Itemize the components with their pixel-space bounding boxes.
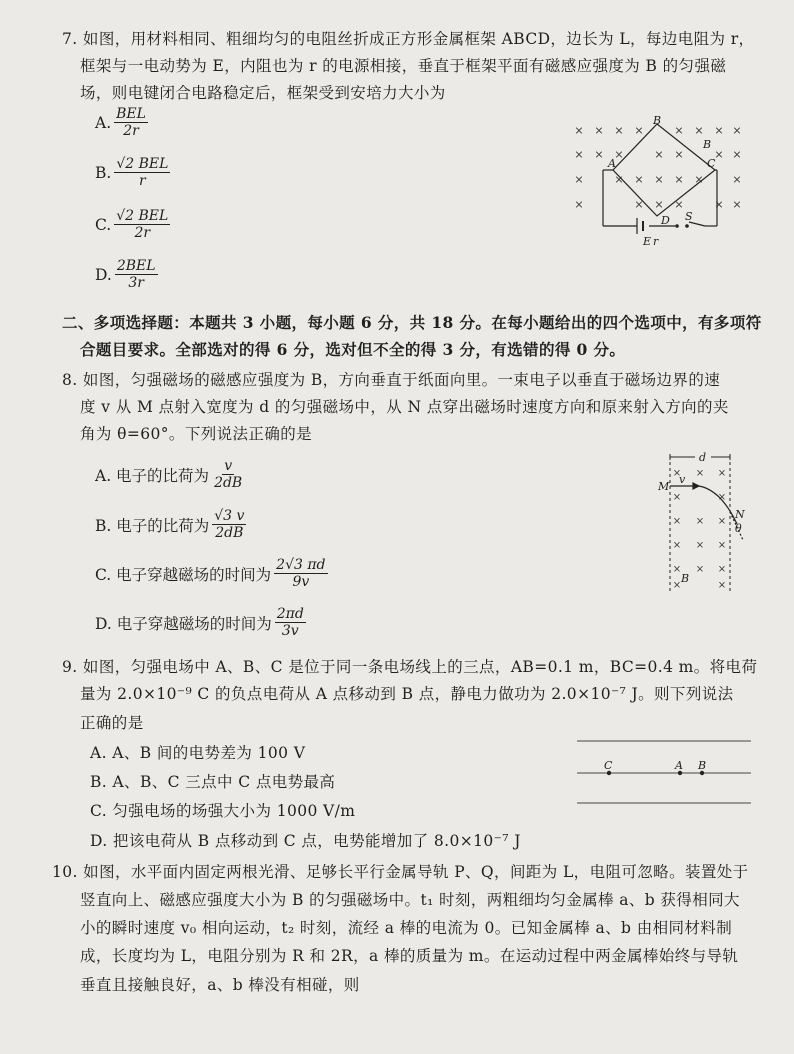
label-d: D [661,214,670,227]
svg-text:×: × [732,124,742,137]
svg-text:×: × [717,540,727,551]
svg-text:×: × [654,173,664,186]
label-b: B [698,759,707,772]
svg-text:×: × [594,148,604,161]
fraction-denominator: r [139,173,146,190]
option-label: A. [95,113,112,132]
svg-text:×: × [634,198,644,211]
option-label: B. [95,163,112,182]
svg-text:×: × [672,516,682,527]
q9-option-c: C. 匀强电场的场强大小为 1000 V/m [90,802,356,820]
fraction [114,156,170,189]
option-label: C. 电子穿越磁场的时间为 [95,565,272,584]
svg-text:×: × [717,492,727,503]
svg-text:×: × [634,124,644,137]
q9-line-3: 正确的是 [80,714,144,732]
fraction-numerator: BEL [116,106,146,122]
q8-option-a [95,458,244,491]
fraction [212,508,246,541]
q10-line-5: 垂直且接触良好，a、b 棒没有相碰，则 [80,976,360,994]
svg-text:×: × [674,173,684,186]
fraction-numerator: v [224,458,233,474]
label-c: C [707,157,716,170]
fraction-numerator: 2BEL [116,258,156,274]
q9-figure [575,735,755,810]
svg-text:×: × [594,124,604,137]
q9-line-2: 量为 2.0×10⁻⁹ C 的负点电荷从 A 点移动到 B 点，静电力做功为 2.0×10⁻⁷ J。则下列说法 [80,685,734,703]
label-field-b: B [703,138,712,151]
svg-text:×: × [695,564,705,575]
label-d: d [699,451,707,464]
q7-line-1: 7. 如图，用材料相同、粗细均匀的电阻丝折成正方形金属框架 ABCD，边长为 L，每边电阻为 r， [62,30,755,48]
svg-text:×: × [695,468,705,479]
switch-contact [685,224,689,228]
q8-option-b [95,508,246,541]
q7-option-b [95,156,170,189]
fraction-denominator: 3v [281,623,299,640]
svg-text:×: × [695,540,705,551]
svg-text:×: × [674,148,684,161]
label-b: B [681,572,690,585]
svg-text:×: × [717,564,727,575]
q8-option-d [95,606,306,639]
label-e: E [643,235,652,248]
section2-line-2: 合题目要求。全部选对的得 6 分，选对但不全的得 3 分，有选错的得 0 分。 [80,340,626,359]
svg-text:×: × [714,148,724,161]
field-lines [577,741,751,803]
fraction-denominator: 9v [292,574,310,591]
q9-option-d: D. 把该电荷从 B 点移动到 C 点，电势能增加了 8.0×10⁻⁷ J [90,832,521,850]
svg-text:×: × [717,468,727,479]
fraction [114,106,148,139]
svg-text:×: × [672,540,682,551]
label-r: r [653,235,659,248]
fraction-numerator: √3 v [214,508,245,524]
q10-line-3: 小的瞬时速度 v₀ 相向运动，t₂ 时刻，流经 a 棒的电流为 0。已知金属棒 a、b 由相同材料制 [80,919,733,937]
q7-option-a [95,106,148,139]
svg-text:×: × [634,173,644,186]
q8-option-c [95,557,328,590]
q10-line-2: 竖直向上、磁感应强度大小为 B 的匀强磁场中。t₁ 时刻，两粗细均匀金属棒 a、b 获得相同大 [80,891,740,909]
label-c: C [604,759,613,772]
fraction-numerator: √2 BEL [116,156,169,172]
fraction-denominator: 2r [134,225,151,242]
svg-text:×: × [654,198,664,211]
fraction-denominator: 2r [123,123,139,140]
q9-option-b: B. A、B、C 三点中 C 点电势最高 [90,773,336,791]
q9-figure-labels [604,759,706,772]
fraction-numerator: 2√3 πd [276,557,326,573]
q7-line-3: 场，则电键闭合电路稳定后，框架受到安培力大小为 [80,84,446,102]
svg-text:×: × [574,148,584,161]
svg-text:×: × [574,173,584,186]
fraction [275,606,306,639]
svg-text:×: × [574,124,584,137]
label-n: N [735,508,745,521]
q8-line-2: 度 v 从 M 点射入宽度为 d 的匀强磁场中，从 N 点穿出磁场时速度方向和原来射入方向的夹 [80,398,729,416]
fraction-denominator: 2dB [214,475,243,492]
section2-line-1: 二、多项选择题：本题共 3 小题，每小题 6 分，共 18 分。在每小题给出的四个选项中，有多项符 [62,313,762,332]
q7-line-2: 框架与一电动势为 E，内阻也为 r 的电源相接，垂直于框架平面有磁感应强度为 B 的匀强磁 [80,57,727,75]
q10-line-4: 成，长度均为 L，电阻分别为 R 和 2R，a 棒的质量为 m。在运动过程中两金属棒始终与导轨 [80,947,739,965]
label-v: v [679,473,686,486]
label-s: S [685,210,693,223]
q8-figure [655,448,755,596]
svg-text:×: × [694,173,704,186]
svg-text:×: × [574,198,584,211]
svg-text:×: × [732,173,742,186]
fraction [114,208,170,241]
q8-line-3: 角为 θ=60°。下列说法正确的是 [80,425,313,443]
q9-line-1: 9. 如图，匀强电场中 A、B、C 是位于同一条电场线上的三点，AB=0.1 m，BC=0.4 m。将电荷 [62,658,758,676]
q10-line-1: 10. 如图，水平面内固定两根光滑、足够长平行金属导轨 P、Q，间距为 L，电阻可忽略。装置处于 [52,863,749,881]
svg-text:×: × [672,564,682,575]
label-theta: θ [735,522,742,535]
svg-text:×: × [695,516,705,527]
svg-text:×: × [674,198,684,211]
svg-text:×: × [717,580,727,591]
fraction [212,458,244,491]
fraction [115,258,158,291]
option-label: B. 电子的比荷为 [95,516,210,535]
option-label: D. 电子穿越磁场的时间为 [95,614,272,633]
svg-text:×: × [672,468,682,479]
svg-text:×: × [674,124,684,137]
fraction-numerator: √2 BEL [116,208,169,224]
svg-text:×: × [614,148,624,161]
label-m: M [658,480,670,493]
svg-text:×: × [714,198,724,211]
option-label: D. [95,265,112,284]
fraction [274,557,327,590]
option-label: C. [95,215,112,234]
q7-option-c [95,208,170,241]
label-a: A [608,157,616,170]
svg-text:×: × [694,124,704,137]
svg-text:×: × [714,124,724,137]
q8-line-1: 8. 如图，匀强磁场的磁感应强度为 B，方向垂直于纸面向里。一束电子以垂直于磁场边界的速 [62,371,721,389]
q7-figure [565,112,750,252]
fraction-denominator: 2dB [215,525,244,542]
option-label: A. 电子的比荷为 [95,466,210,485]
svg-text:×: × [654,148,664,161]
switch-contact [675,224,679,228]
label-a: A [675,759,683,772]
fraction-denominator: 3r [128,275,144,292]
svg-text:×: × [672,580,682,591]
svg-text:×: × [732,148,742,161]
svg-text:×: × [732,198,742,211]
svg-text:×: × [672,492,682,503]
svg-text:×: × [717,516,727,527]
q7-option-d [95,258,158,291]
svg-text:×: × [614,124,624,137]
svg-text:×: × [614,173,624,186]
fraction-numerator: 2πd [276,606,304,622]
label-b: B [653,114,662,127]
q9-option-a: A. A、B 间的电势差为 100 V [90,744,306,762]
